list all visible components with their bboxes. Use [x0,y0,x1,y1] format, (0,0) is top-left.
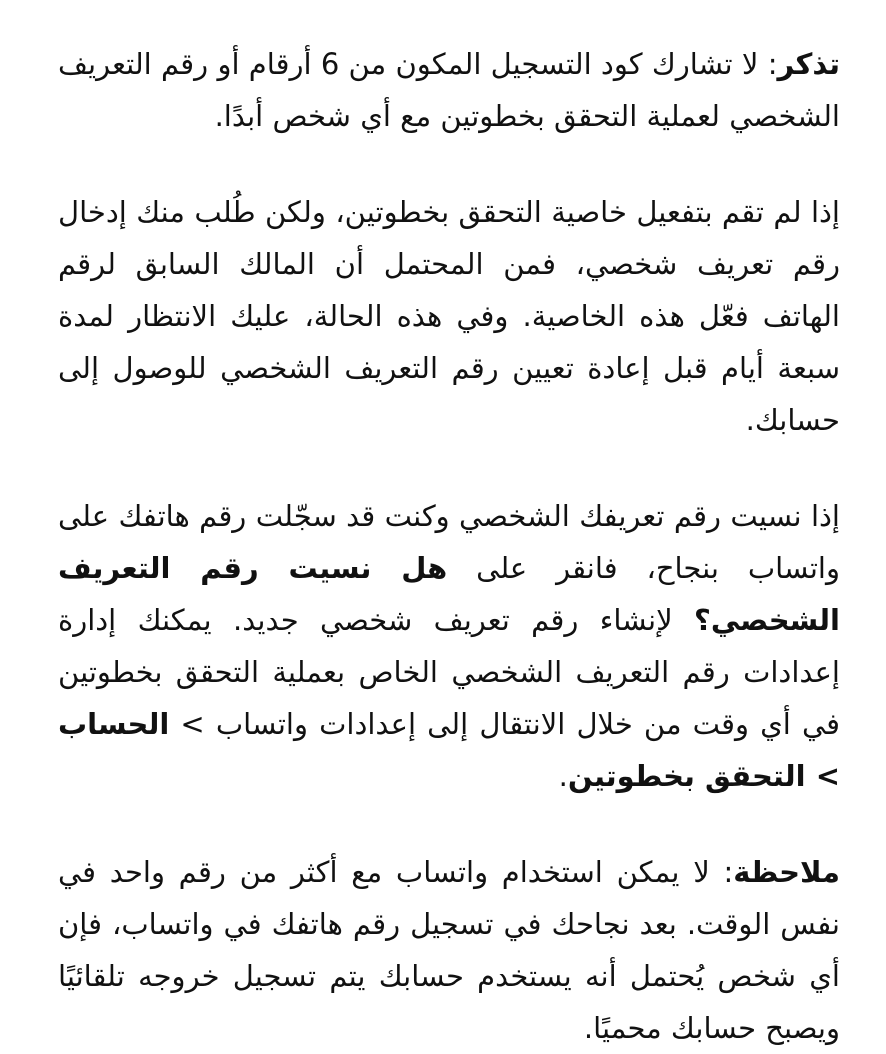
forgot-pin-link[interactable]: هل نسيت رقم التعريف الشخصي؟ [58,551,840,637]
forgot-text-middle: لإنشاء رقم تعريف شخصي جديد. يمكنك إدارة إعدادات رقم التعريف الشخصي الخاص بعملية التحقق بخطوتين في أي وقت من خلال الانتقال إلى إعدادات واتساب > [58,603,840,741]
note-text: لا يمكن استخدام واتساب مع أكثر من رقم واحد في نفس الوقت. بعد نجاحك في تسجيل رقم هاتفك في واتساب، فإن أي شخص يُحتمل أنه يستخدم حسابك يتم تسجيل خروجه تلقائيًا ويصبح حسابك محميًا. [58,855,840,1045]
note-label: ملاحظة [733,855,840,889]
remember-text: لا تشارك كود التسجيل المكون من 6 أرقام أو رقم التعريف الشخصي لعملية التحقق بخطوتين مع أي شخص أبدًا. [58,47,840,133]
note-separator: : [709,855,734,889]
forgot-pin-paragraph [58,490,840,802]
settings-path-two-step: التحقق بخطوتين [567,759,806,793]
forgot-text-end: . [558,759,568,793]
settings-path-account: الحساب [58,707,170,741]
remember-separator: : [758,47,778,81]
note-paragraph [58,846,840,1054]
settings-path-separator: > [805,759,840,793]
not-enabled-paragraph [58,186,840,446]
not-enabled-text: إذا لم تقم بتفعيل خاصية التحقق بخطوتين، ولكن طُلب منك إدخال رقم تعريف شخصي، فمن المحتمل أن المالك السابق لرقم الهاتف فعّل هذه الخاصية. وفي هذه الحالة، عليك الانتظار لمدة سبعة أيام قبل إعادة تعيين رقم التعريف الشخصي للوصول إلى حسابك. [58,195,840,437]
remember-label: تذكر [777,47,841,81]
forgot-text-before: إذا نسيت رقم تعريفك الشخصي وكنت قد سجّلت رقم هاتفك على واتساب بنجاح، فانقر على [58,499,840,585]
remember-paragraph [58,38,840,142]
